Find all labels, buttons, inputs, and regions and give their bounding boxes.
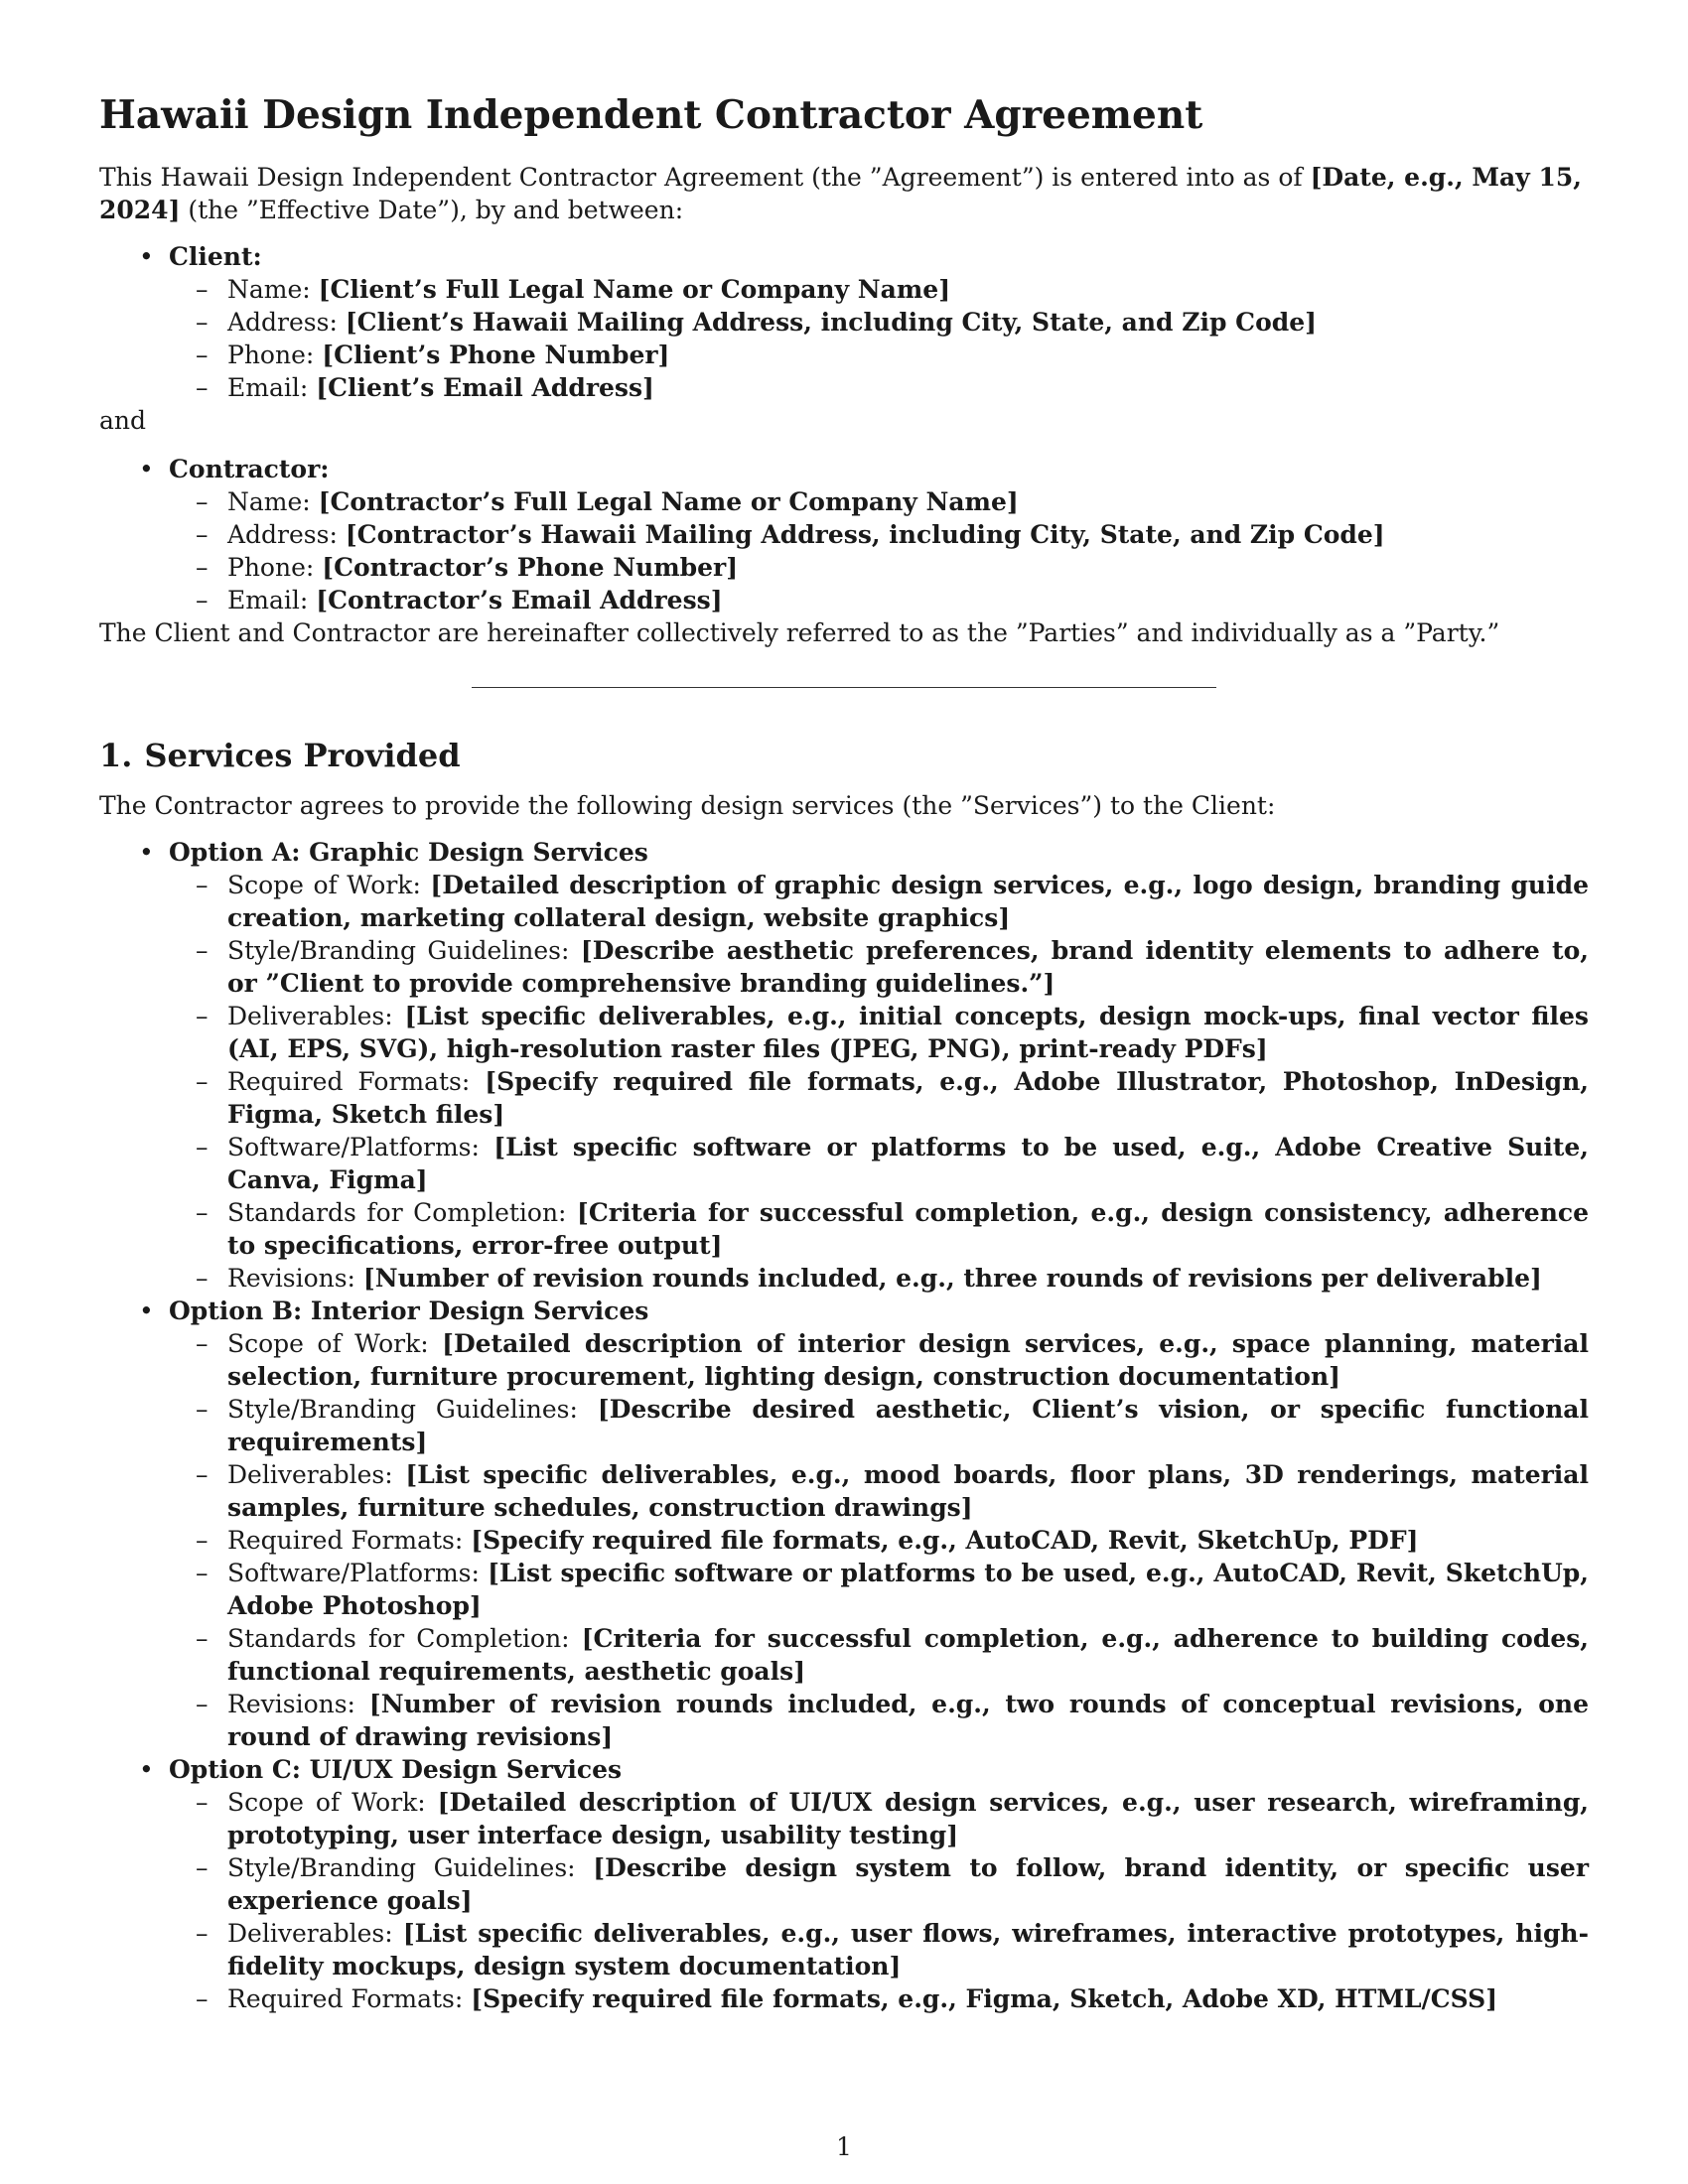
- field-value: [Contractor’s Full Legal Name or Company Name]: [318, 487, 1019, 516]
- item-label: Deliverables:: [227, 1919, 403, 1948]
- document-title: Hawaii Design Independent Contractor Agreement: [99, 92, 1203, 138]
- list-item: [169, 1917, 1589, 1982]
- option-c-block: [99, 1753, 1589, 2015]
- item-label: Scope of Work:: [227, 1788, 438, 1817]
- list-item: [169, 1982, 1589, 2015]
- item-label: Style/Branding Guidelines:: [227, 1853, 594, 1882]
- list-item: [169, 1000, 1589, 1065]
- contractor-heading: Contractor:: [169, 455, 330, 483]
- services-intro: The Contractor agrees to provide the following design services (the ”Services”) to the Client:: [99, 791, 1276, 820]
- contractor-name-field: [169, 485, 1589, 518]
- item-label: Standards for Completion:: [227, 1198, 578, 1227]
- item-label: Revisions:: [227, 1264, 363, 1293]
- item-label: Required Formats:: [227, 1526, 472, 1555]
- item-label: Required Formats:: [227, 1984, 472, 2013]
- page-number: 1: [836, 2132, 852, 2161]
- item-label: Style/Branding Guidelines:: [227, 936, 581, 965]
- item-value: [Number of revision rounds included, e.g., two rounds of conceptual revisions, one round of drawing revisions]: [227, 1690, 1589, 1751]
- list-item: [169, 1327, 1589, 1393]
- field-value: [Client’s Email Address]: [316, 373, 654, 402]
- item-label: Style/Branding Guidelines:: [227, 1395, 598, 1424]
- field-value: [Contractor’s Hawaii Mailing Address, including City, State, and Zip Code]: [345, 520, 1385, 549]
- intro-paragraph: [99, 161, 1589, 226]
- item-label: Software/Platforms:: [227, 1559, 489, 1587]
- list-item: [169, 1196, 1589, 1262]
- client-name-field: [169, 273, 1589, 306]
- item-value: [List specific software or platforms to be used, e.g., AutoCAD, Revit, SketchUp, Adobe Photoshop]: [227, 1559, 1589, 1620]
- client-fields: [169, 273, 1589, 404]
- list-item: [169, 1622, 1589, 1688]
- item-value: [Describe aesthetic preferences, brand identity elements to adhere to, or ”Client to provide comprehensive branding guidelines.”]: [227, 936, 1589, 998]
- contractor-list: [99, 453, 1589, 616]
- contractor-phone-field: [169, 551, 1589, 584]
- section-divider: [472, 687, 1216, 688]
- item-label: Revisions:: [227, 1690, 369, 1718]
- field-value: [Client’s Full Legal Name or Company Name]: [318, 275, 951, 304]
- field-label: Address:: [227, 308, 346, 337]
- item-value: [Specify required file formats, e.g., Adobe Illustrator, Photoshop, InDesign, Figma, Sketch files]: [227, 1067, 1589, 1129]
- contractor-address-field: [169, 518, 1589, 551]
- intro-tail: (the ”Effective Date”), by and between:: [180, 196, 684, 224]
- item-value: [Specify required file formats, e.g., Figma, Sketch, Adobe XD, HTML/CSS]: [471, 1984, 1498, 2013]
- client-address-field: [169, 306, 1589, 339]
- list-item: [169, 934, 1589, 1000]
- list-item: [169, 1851, 1589, 1917]
- item-value: [Criteria for successful completion, e.g., adherence to building codes, functional requirements, aesthetic goals]: [227, 1624, 1590, 1686]
- list-item: [169, 869, 1589, 934]
- item-value: [Describe design system to follow, brand identity, or specific user experience goals]: [227, 1853, 1589, 1915]
- item-value: [List specific deliverables, e.g., user flows, wireframes, interactive prototypes, high-fidelity mockups, design system documentation]: [227, 1919, 1589, 1980]
- field-value: [Client’s Hawaii Mailing Address, including City, State, and Zip Code]: [345, 308, 1317, 337]
- item-value: [Number of revision rounds included, e.g., three rounds of revisions per deliverable]: [362, 1264, 1542, 1293]
- option-a-items: [169, 869, 1589, 1295]
- client-heading: Client:: [169, 242, 262, 271]
- item-value: [Describe desired aesthetic, Client’s vision, or specific functional requirements]: [227, 1395, 1589, 1456]
- section-title: Services Provided: [144, 737, 461, 774]
- item-value: [Criteria for successful completion, e.g., design consistency, adherence to specifications, error-free output]: [227, 1198, 1589, 1260]
- option-a-block: [99, 836, 1589, 1295]
- option-b-title: Option B: Interior Design Services: [169, 1297, 649, 1325]
- option-b-items: [169, 1327, 1589, 1753]
- field-label: Phone:: [227, 553, 323, 582]
- item-value: [Detailed description of graphic design services, e.g., logo design, branding guide creation, marketing collateral design, website graphics]: [227, 871, 1589, 932]
- option-b-block: [99, 1295, 1589, 1753]
- list-item: [169, 1786, 1589, 1851]
- list-item: [169, 1458, 1589, 1524]
- list-item: [169, 1065, 1589, 1131]
- item-label: Deliverables:: [227, 1460, 406, 1489]
- document-page: [99, 79, 1589, 2015]
- list-item: [169, 1393, 1589, 1458]
- item-value: [Detailed description of interior design services, e.g., space planning, material selection, furniture procurement, lighting design, construction documentation]: [227, 1329, 1589, 1391]
- and-text: and: [99, 406, 147, 435]
- section-1-heading: [99, 736, 1589, 775]
- field-label: Email:: [227, 373, 317, 402]
- field-label: Name:: [227, 487, 319, 516]
- field-value: [Client’s Phone Number]: [322, 341, 670, 369]
- field-value: [Contractor’s Phone Number]: [322, 553, 739, 582]
- client-email-field: [169, 371, 1589, 404]
- option-c-items: [169, 1786, 1589, 2015]
- item-label: Deliverables:: [227, 1002, 405, 1030]
- service-options-list: [99, 836, 1589, 2015]
- item-value: [Detailed description of UI/UX design services, e.g., user research, wireframing, prototyping, user interface design, usability testing]: [227, 1788, 1590, 1849]
- item-value: [List specific deliverables, e.g., mood boards, floor plans, 3D renderings, material samples, furniture schedules, construction drawings]: [227, 1460, 1589, 1522]
- field-value: [Contractor’s Email Address]: [316, 586, 723, 614]
- item-label: Scope of Work:: [227, 1329, 443, 1358]
- client-block: [99, 240, 1589, 404]
- item-value: [List specific software or platforms to be used, e.g., Adobe Creative Suite, Canva, Figma]: [227, 1133, 1589, 1194]
- item-label: Scope of Work:: [227, 871, 431, 899]
- field-label: Phone:: [227, 341, 323, 369]
- list-item: [169, 1557, 1589, 1622]
- field-label: Address:: [227, 520, 346, 549]
- contractor-email-field: [169, 584, 1589, 616]
- item-value: [Specify required file formats, e.g., AutoCAD, Revit, SketchUp, PDF]: [471, 1526, 1419, 1555]
- item-label: Software/Platforms:: [227, 1133, 494, 1161]
- list-item: [169, 1262, 1589, 1295]
- section-number: 1.: [99, 737, 133, 774]
- list-item: [169, 1524, 1589, 1557]
- option-a-title: Option A: Graphic Design Services: [169, 838, 648, 867]
- list-item: [169, 1688, 1589, 1753]
- contractor-fields: [169, 485, 1589, 616]
- field-label: Email:: [227, 586, 317, 614]
- effective-date-placeholder: [Date, e.g., May 15, 2024]: [99, 163, 1582, 224]
- item-label: Required Formats:: [227, 1067, 486, 1096]
- item-value: [List specific deliverables, e.g., initial concepts, design mock-ups, final vector files (AI, EPS, SVG), high-resolution raster files (JPEG, PNG), print-ready PDFs]: [227, 1002, 1589, 1063]
- field-label: Name:: [227, 275, 319, 304]
- item-label: Standards for Completion:: [227, 1624, 582, 1653]
- client-list: [99, 240, 1589, 404]
- contractor-block: [99, 453, 1589, 616]
- option-c-title: Option C: UI/UX Design Services: [169, 1755, 623, 1784]
- list-item: [169, 1131, 1589, 1196]
- client-phone-field: [169, 339, 1589, 371]
- parties-definition: The Client and Contractor are hereinafter collectively referred to as the ”Parties” and individually as a ”Party.”: [99, 618, 1500, 647]
- intro-lead: This Hawaii Design Independent Contractor Agreement (the ”Agreement”) is entered into as of: [99, 163, 1311, 192]
